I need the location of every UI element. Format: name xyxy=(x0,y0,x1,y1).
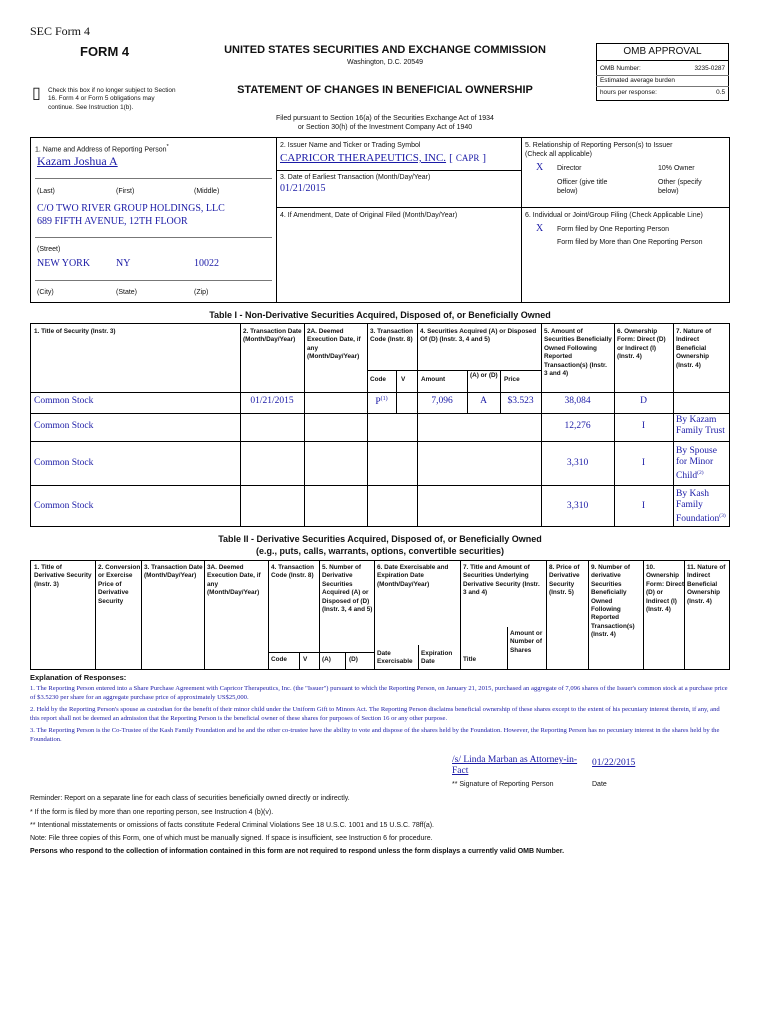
earliest-date-label: 3. Date of Earliest Transaction (Month/Day/Year) xyxy=(280,174,431,181)
checkbox-instructions: Check this box if no longer subject to Section 16. Form 4 or Form 5 obligations may continue. See Instruction 1(b). xyxy=(48,87,176,111)
city-label: (City) xyxy=(37,289,54,296)
t1-row-owned: 3,310 xyxy=(566,458,589,468)
relationship-label: 5. Relationship of Reporting Person(s) to Issuer xyxy=(525,142,673,149)
footer-persons: Persons who respond to the collection of information contained in this form are not required to respond unless the form displays a currently valid OMB Number. xyxy=(30,848,565,855)
explanation-note-2: 2. Held by the Reporting Person's spouse as custodian for the benefit of their minor child under the Uniform Gift to Minors Act. The Reporting Person disclaims beneficial ownership of these shares except to the extent of his pecuniary interest therein, if any, and this report shall not be deemed an admission that the Reporting Person is the beneficial owner of these shares for purposes of Section 16 or any other purpose. xyxy=(30,706,720,722)
t1-row-owned: 3,310 xyxy=(566,501,589,511)
t2-sub-date-exercisable: Date Exercisable xyxy=(377,650,413,666)
officer-label: Officer (give title below) xyxy=(557,179,608,195)
agency-location: Washington, D.C. 20549 xyxy=(346,59,423,66)
t1-col-owned: 5. Amount of Securities Beneficially Owned Following Reported Transaction(s) (Instr. 3 and 4) xyxy=(544,328,612,378)
no-longer-subject-checkbox[interactable]: ▯ xyxy=(32,85,41,102)
relationship-sublabel: (Check all applicable) xyxy=(525,151,592,158)
first-label: (First) xyxy=(116,188,135,195)
explanation-note-1: 1. The Reporting Person entered into a Share Purchase Agreement with Capricor Therapeutics, Inc. (the "Issuer") pursuant to which the Reporting Person, on January 21, 2015, purchased an aggregate of 7,096 shares of the Issuer's common stock at a purchase price of $3.5230 per share for an aggregate purchase price of approximately US$25,000. xyxy=(30,685,728,701)
other-label: Other (specify below) xyxy=(658,179,702,195)
t1-row-nature: By Spouse for Minor Child$^{(2)}$ xyxy=(676,446,717,482)
statement-title: STATEMENT OF CHANGES IN BENEFICIAL OWNERSHIP xyxy=(237,84,533,96)
omb-number-value: 3235-0287 xyxy=(694,65,725,72)
t1-row-nature: By Kash Family Foundation$^{(3)}$ xyxy=(676,489,726,525)
t2-col-form: 10. Ownership Form: Direct (D) or Indirect (I) (Instr. 4) xyxy=(646,564,684,614)
t2-col-code: 4. Transaction Code (Instr. 8) xyxy=(271,564,314,580)
footer-star: * If the form is filed by more than one reporting person, see Instruction 4 (b)(v). xyxy=(30,809,274,816)
t1-col-date: 2. Transaction Date (Month/Day/Year) xyxy=(243,328,302,344)
address-line-1: C/O TWO RIVER GROUP HOLDINGS, LLC xyxy=(37,203,225,214)
t1-sub-aord: (A) or (D) xyxy=(470,372,498,379)
address-line-2: 689 FIFTH AVENUE, 12TH FLOOR xyxy=(37,216,188,227)
middle-label: (Middle) xyxy=(194,188,220,195)
director-mark[interactable]: X xyxy=(536,162,544,173)
t1-row-owned: 12,276 xyxy=(564,421,591,431)
table1-title: Table I - Non-Derivative Securities Acquired, Disposed of, or Beneficially Owned xyxy=(209,310,551,320)
t2-col-deemed: 3A. Deemed Execution Date, if any (Month/Day/Year) xyxy=(207,564,261,597)
t1-row-title: Common Stock xyxy=(34,458,94,468)
filed-pursuant-2: or Section 30(h) of the Investment Company Act of 1940 xyxy=(297,124,473,131)
footer-reminder: Reminder: Report on a separate line for each class of securities beneficially owned directly or indirectly. xyxy=(30,795,350,802)
t2-col-price: 8. Price of Derivative Security (Instr. 5) xyxy=(549,564,580,597)
t1-sub-amount: Amount xyxy=(421,376,446,383)
table2-title: Table II - Derivative Securities Acquired, Disposed of, or Beneficially Owned xyxy=(218,534,542,544)
t1-row-form: I xyxy=(641,501,646,511)
t1-col-acquired: 4. Securities Acquired (A) or Disposed Of (D) (Instr. 3, 4 and 5) xyxy=(420,328,537,344)
signature-date-label: Date xyxy=(592,781,607,788)
t2-sub-d: (D) xyxy=(349,656,358,663)
omb-title: OMB APPROVAL xyxy=(623,46,702,57)
t2-col-title: 1. Title of Derivative Security (Instr. 3) xyxy=(34,564,92,588)
signature-text: /s/ Linda Marban as Attorney-in-Fact xyxy=(452,755,578,776)
t1-row-title: Common Stock xyxy=(34,421,94,431)
form-title: FORM 4 xyxy=(80,44,130,59)
t1-col-nature: 7. Nature of Indirect Beneficial Ownership (Instr. 4) xyxy=(676,328,712,369)
street-label: (Street) xyxy=(37,246,61,253)
last-label: (Last) xyxy=(37,188,55,195)
t2-sub-title: Title xyxy=(463,656,477,663)
ten-percent-owner-label: 10% Owner xyxy=(658,165,695,172)
filed-pursuant-1: Filed pursuant to Section 16(a) of the Securities Exchange Act of 1934 xyxy=(276,115,494,122)
t1-col-form: 6. Ownership Form: Direct (D) or Indirect (I) (Instr. 4) xyxy=(617,328,666,361)
t1-row-price: $3.523 xyxy=(507,396,534,406)
omb-hours-label: hours per response: xyxy=(600,89,657,96)
agency-title: UNITED STATES SECURITIES AND EXCHANGE COMMISSION xyxy=(224,44,546,56)
footer-double-star: ** Intentional misstatements or omissions of facts constitute Federal Criminal Violations See 18 U.S.C. 1001 and 15 U.S.C. 78ff(a). xyxy=(30,822,434,829)
reporting-person-name: Kazam Joshua A xyxy=(37,154,118,168)
omb-burden-label: Estimated average burden xyxy=(600,77,675,84)
t1-row-code: $P^{(1)}$ xyxy=(375,396,388,408)
t1-sub-code: Code xyxy=(370,376,386,383)
sec-form-label: SEC Form 4 xyxy=(30,24,91,38)
director-label: Director xyxy=(557,165,582,172)
t1-row-form: I xyxy=(641,458,646,468)
t2-col-conversion: 2. Conversion or Exercise Price of Derivative Security xyxy=(98,564,141,605)
t1-col-title: 1. Title of Security (Instr. 3) xyxy=(34,328,116,335)
t1-row-amount: 7,096 xyxy=(431,396,453,406)
explanation-label: Explanation of Responses: xyxy=(30,673,127,682)
reporting-person-label: 1. Name and Address of Reporting Person* xyxy=(35,144,169,154)
city-value: NEW YORK xyxy=(37,258,91,269)
one-person-label: Form filed by One Reporting Person xyxy=(557,226,670,233)
issuer-name: CAPRICOR THERAPEUTICS, INC. [ CAPR ] xyxy=(280,152,487,164)
table2-subtitle: (e.g., puts, calls, warrants, options, convertible securities) xyxy=(255,546,505,556)
t1-row-title: Common Stock xyxy=(34,396,94,406)
zip-label: (Zip) xyxy=(194,289,209,296)
t2-col-date: 3. Transaction Date (Month/Day/Year) xyxy=(144,564,203,580)
more-persons-label: Form filed by More than One Reporting Person xyxy=(557,239,703,246)
t1-row-title: Common Stock xyxy=(34,501,94,511)
t1-row-aord: A xyxy=(480,396,487,406)
omb-hours-value: 0.5 xyxy=(716,89,725,96)
filing-label: 6. Individual or Joint/Group Filing (Check Applicable Line) xyxy=(525,212,703,219)
t1-col-deemed: 2A. Deemed Execution Date, if any (Month/Day/Year) xyxy=(307,328,361,361)
amendment-label: 4. If Amendment, Date of Original Filed (Month/Day/Year) xyxy=(280,212,458,219)
state-value: NY xyxy=(116,258,131,269)
one-person-mark[interactable]: X xyxy=(536,223,544,234)
t2-col-underlying: 7. Title and Amount of Securities Underlying Derivative Security (Instr. 3 and 4) xyxy=(463,564,540,597)
signature-date: 01/22/2015 xyxy=(592,758,636,768)
t2-sub-amount: Amount or Number of Shares xyxy=(510,630,543,654)
t2-sub-a: (A) xyxy=(322,656,331,663)
issuer-ticker: CAPR xyxy=(455,153,480,163)
t2-sub-code: Code xyxy=(271,656,287,663)
t2-col-owned: 9. Number of derivative Securities Beneficially Owned Following Reported Transaction(s) (Instr. 4) xyxy=(591,564,635,639)
earliest-date-value: 01/21/2015 xyxy=(280,183,326,194)
t2-sub-expiration: Expiration Date xyxy=(421,650,453,666)
issuer-label: 2. Issuer Name and Ticker or Trading Symbol xyxy=(280,142,421,149)
t1-sub-price: Price xyxy=(504,376,520,383)
explanation-note-3: 3. The Reporting Person is the Co-Trustee of the Kash Family Foundation and he and the other co-trustee have the ability to vote and dispose of the shares held by the Foundation. However, the Reporting Person has no pecuniary interest in the shares held by the Foundation. xyxy=(30,727,720,743)
t1-row-form: I xyxy=(641,421,646,431)
signature-label: ** Signature of Reporting Person xyxy=(452,781,554,788)
omb-number-label: OMB Number: xyxy=(600,65,641,72)
t1-row-form: D xyxy=(640,396,647,406)
state-label: (State) xyxy=(116,289,138,296)
t1-row-date: 01/21/2015 xyxy=(250,396,294,406)
t1-row-nature: By Kazam Family Trust xyxy=(676,415,725,436)
footer-note: Note: File three copies of this Form, one of which must be manually signed. If space is insufficient, see Instruction 6 for procedure. xyxy=(30,835,433,842)
t1-sub-v: V xyxy=(401,376,406,383)
t2-col-nature: 11. Nature of Indirect Beneficial Ownership (Instr. 4) xyxy=(687,564,726,605)
t1-row-owned: 38,084 xyxy=(564,396,591,406)
t1-col-code: 3. Transaction Code (Instr. 8) xyxy=(370,328,413,344)
t2-col-number: 5. Number of Derivative Securities Acquired (A) or Disposed of (D) (Instr. 3, 4 and 5) xyxy=(322,564,373,614)
zip-value: 10022 xyxy=(194,258,219,269)
t2-col-exercisable: 6. Date Exercisable and Expiration Date (Month/Day/Year) xyxy=(377,564,449,588)
t2-sub-v: V xyxy=(303,656,308,663)
